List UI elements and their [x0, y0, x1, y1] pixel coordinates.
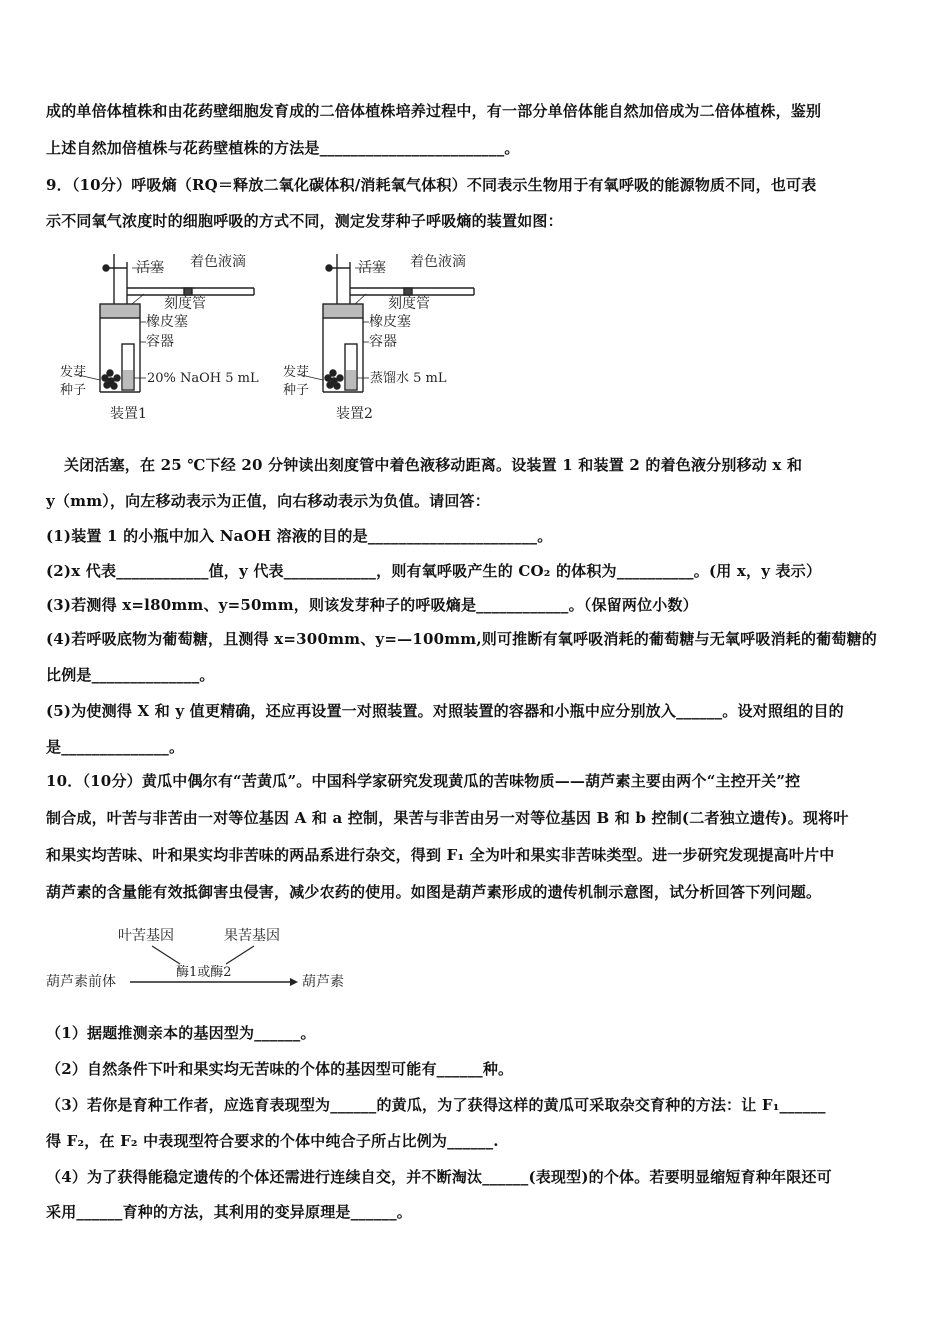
label-seeds-b-1: 种子: [60, 383, 87, 398]
label-gene-leaf: 叶苦基因: [118, 928, 174, 944]
label-tube-2: 刻度管: [388, 296, 430, 312]
text-line-23: 采用______育种的方法，其利用的变异原理是______。: [46, 1203, 413, 1221]
label-precursor: 葫芦素前体: [46, 974, 116, 990]
label-solution-2: 蒸馏水 5 mL: [370, 371, 447, 386]
pathway-diagram: [44, 924, 364, 990]
text-line-17: 葫芦素的含量能有效抵御害虫侵害，减少农药的使用。如图是葫芦素形成的遗传机制示意图，试分析回答下列问题。: [46, 883, 822, 901]
q9-part-5: (5)为使测得 X 和 y 值更精确，还应再设置一对照装置。对照装置的容器和小瓶中应分别放入______。设对照组的目的: [46, 702, 844, 720]
label-container-1: 容器: [146, 334, 174, 350]
pathway-figure: [44, 924, 364, 994]
text-line-15: 制合成，叶苦与非苦由一对等位基因 A 和 a 控制，果苦与非苦由另一对等位基因 B 和 b 控制(二者独立遗传)。现将叶: [46, 809, 849, 827]
label-stopper-1: 橡皮塞: [146, 314, 188, 330]
label-droplet-1: 着色液滴: [190, 254, 246, 270]
label-seeds-a-2: 发芽: [283, 365, 310, 380]
text-line-6: y（mm），向左移动表示为正值，向右移动表示为负值。请回答：: [46, 492, 490, 510]
label-stopcock-1: 活塞: [136, 260, 164, 276]
text-line-13: 是______________。: [46, 738, 185, 756]
text-line-4: 示不同氧气浓度时的细胞呼吸的方式不同，测定发芽种子呼吸熵的装置如图：: [46, 212, 563, 230]
label-stopper-2: 橡皮塞: [369, 314, 411, 330]
text-line-16: 和果实均苦味、叶和果实均非苦味的两品系进行杂交，得到 F₁ 全为叶和果实非苦味类型。进一步研究发现提高叶片中: [46, 846, 835, 864]
label-seeds-a-1: 发芽: [60, 365, 87, 380]
question-10-title: 10．（10分）黄瓜中偶尔有“苦黄瓜”。中国科学家研究发现黄瓜的苦味物质——葫芦素主要由两个“主控开关”控: [46, 772, 801, 790]
label-stopcock-2: 活塞: [358, 260, 386, 276]
apparatus-diagram: [54, 246, 494, 424]
q9-part-2: (2)x 代表____________值，y 代表____________，则有氧呼吸产生的 CO₂ 的体积为__________。(用 x，y 表示）: [46, 562, 822, 580]
label-droplet-2: 着色液滴: [410, 254, 466, 270]
text-line-2: 上述自然加倍植株与花药壁植株的方法是________________________。: [46, 139, 520, 157]
caption-apparatus-2: 装置2: [336, 406, 373, 422]
caption-apparatus-1: 装置1: [110, 406, 147, 422]
label-gene-fruit: 果苦基因: [224, 928, 280, 944]
q9-part-4: (4)若呼吸底物为葡萄糖，且测得 x=300mm、y=—100mm,则可推断有氧呼吸消耗的葡萄糖与无氧呼吸消耗的葡萄糖的: [46, 630, 877, 648]
text-line-21: 得 F₂，在 F₂ 中表现型符合要求的个体中纯合子所占比例为______.: [46, 1132, 499, 1150]
text-line-5: 关闭活塞，在 25 ℃下经 20 分钟读出刻度管中着色液移动距离。设装置 1 和装置 2 的着色液分别移动 x 和: [64, 456, 803, 474]
label-solution-1: 20% NaOH 5 mL: [147, 371, 259, 386]
label-tube-1: 刻度管: [164, 296, 206, 312]
q10-part-1: （1）据题推测亲本的基因型为______。: [46, 1024, 316, 1042]
text-line-1: 成的单倍体植株和由花药壁细胞发育成的二倍体植株培养过程中，有一部分单倍体能自然加倍成为二倍体植株，鉴别: [46, 102, 822, 120]
q10-part-2: （2）自然条件下叶和果实均无苦味的个体的基因型可能有______种。: [46, 1060, 514, 1078]
q10-part-3: （3）若你是育种工作者，应选育表现型为______的黄瓜，为了获得这样的黄瓜可采取杂交育种的方法：让 F₁______: [46, 1096, 826, 1114]
q9-part-3: (3)若测得 x=l80mm、y=50mm，则该发芽种子的呼吸熵是____________。（保留两位小数）: [46, 596, 698, 614]
q10-part-4: （4）为了获得能稳定遗传的个体还需进行连续自交，并不断淘汰______(表现型)的个体。若要明显缩短育种年限还可: [46, 1168, 832, 1186]
question-9-title: 9．（10分）呼吸熵（RQ＝释放二氧化碳体积/消耗氧气体积）不同表示生物用于有氧呼吸的能源物质不同，也可表: [46, 176, 817, 194]
label-container-2: 容器: [369, 334, 397, 350]
label-enzyme: 酶1或酶2: [176, 965, 232, 980]
label-seeds-b-2: 种子: [283, 383, 310, 398]
text-line-11: 比例是______________。: [46, 666, 215, 684]
label-product: 葫芦素: [302, 974, 344, 990]
respiration-apparatus-figure: [54, 246, 494, 428]
q9-part-1: (1)装置 1 的小瓶中加入 NaOH 溶液的目的是______________________。: [46, 527, 553, 545]
